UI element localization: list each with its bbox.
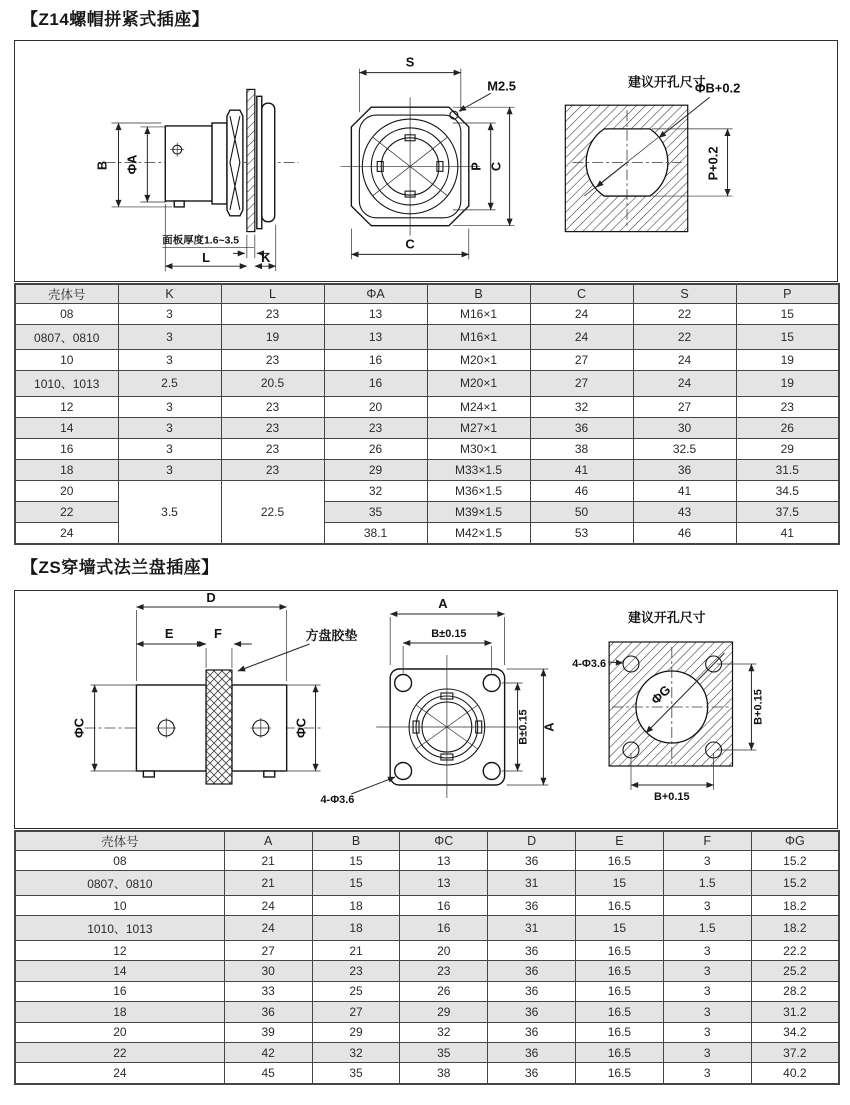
column-header: K bbox=[118, 284, 221, 304]
table-cell: M27×1 bbox=[427, 417, 530, 438]
table-cell: 1010、1013 bbox=[15, 916, 224, 941]
table-cell: 23 bbox=[736, 396, 839, 417]
table-cell: 10 bbox=[15, 895, 224, 915]
table-cell: 36 bbox=[488, 895, 576, 915]
column-header: ΦA bbox=[324, 284, 427, 304]
table-cell: 08 bbox=[15, 304, 118, 325]
thread-label: M2.5 bbox=[487, 78, 516, 94]
table-cell: 16.5 bbox=[576, 1022, 664, 1042]
table-cell: 18 bbox=[312, 916, 400, 941]
connector-body bbox=[165, 126, 212, 201]
table-cell: 36 bbox=[633, 459, 736, 480]
table-cell: M16×1 bbox=[427, 325, 530, 350]
table-cell: 30 bbox=[633, 417, 736, 438]
dim-label-p: P bbox=[468, 162, 484, 171]
table-cell: 26 bbox=[736, 417, 839, 438]
table-cell: 13 bbox=[400, 851, 488, 871]
gasket-hatch bbox=[206, 670, 232, 784]
table-cell: 32 bbox=[312, 1042, 400, 1062]
cutout-title: 建议开孔尺寸 bbox=[628, 609, 706, 626]
table-cell: 0807、0810 bbox=[15, 871, 224, 896]
column-header: ΦC bbox=[400, 831, 488, 851]
column-header: L bbox=[221, 284, 324, 304]
table-cell: 24 bbox=[224, 916, 312, 941]
table-cell: 38 bbox=[400, 1063, 488, 1084]
column-header: D bbox=[488, 831, 576, 851]
table-cell: 22 bbox=[633, 304, 736, 325]
table-cell: 15 bbox=[312, 871, 400, 896]
table-cell: 35 bbox=[324, 501, 427, 522]
dim-label-phi-c-left: ΦC bbox=[71, 717, 87, 739]
table-cell: 36 bbox=[224, 1002, 312, 1022]
table-cell: 31.2 bbox=[751, 1002, 839, 1022]
table-cell: 13 bbox=[324, 304, 427, 325]
table-cell: 37.2 bbox=[751, 1042, 839, 1062]
table-row bbox=[15, 438, 839, 459]
table-cell: 15.2 bbox=[751, 851, 839, 871]
z14-side-view bbox=[95, 89, 299, 271]
table-cell: 27 bbox=[633, 396, 736, 417]
dim-label-s: S bbox=[405, 54, 415, 70]
table-cell: 34.5 bbox=[736, 480, 839, 501]
table-cell: 0807、0810 bbox=[15, 325, 118, 350]
cutout-dia-label: ΦG bbox=[648, 682, 674, 708]
table-cell: 24 bbox=[633, 350, 736, 371]
table-cell: 08 bbox=[15, 851, 224, 871]
table-cell: 3 bbox=[663, 1042, 751, 1062]
table-cell: 23 bbox=[324, 417, 427, 438]
table-cell: 23 bbox=[400, 961, 488, 981]
z14-front-view bbox=[340, 55, 516, 260]
table-cell: 23 bbox=[221, 304, 324, 325]
table-row bbox=[15, 1042, 839, 1062]
table-row bbox=[15, 871, 839, 896]
table-cell: 41 bbox=[736, 522, 839, 544]
header-row bbox=[15, 284, 839, 304]
table-row bbox=[15, 940, 839, 960]
table-cell: 22 bbox=[633, 325, 736, 350]
dim-label-f: F bbox=[214, 625, 222, 642]
table-cell: 21 bbox=[312, 940, 400, 960]
table-cell: 26 bbox=[400, 981, 488, 1001]
table-cell: M36×1.5 bbox=[427, 480, 530, 501]
table-cell: 32 bbox=[530, 396, 633, 417]
table-cell: 33 bbox=[224, 981, 312, 1001]
table-cell: 36 bbox=[530, 417, 633, 438]
table-cell: 15 bbox=[576, 916, 664, 941]
table-cell: 30 bbox=[224, 961, 312, 981]
zs-dimension-table bbox=[14, 830, 840, 1085]
table-cell: 27 bbox=[530, 350, 633, 371]
table-cell: 36 bbox=[488, 1042, 576, 1062]
table-cell: 34.2 bbox=[751, 1022, 839, 1042]
table-cell: 41 bbox=[530, 459, 633, 480]
table-cell: 20 bbox=[324, 396, 427, 417]
column-header: F bbox=[663, 831, 751, 851]
table-cell: 24 bbox=[633, 371, 736, 396]
zs-drawing-panel bbox=[14, 590, 838, 829]
table-cell: 16.5 bbox=[576, 1042, 664, 1062]
table-cell: 29 bbox=[312, 1022, 400, 1042]
table-row bbox=[15, 1022, 839, 1042]
coupling-nut bbox=[227, 110, 243, 216]
cutout-p-label: P+0.2 bbox=[705, 146, 721, 181]
z14-drawing bbox=[15, 41, 837, 281]
table-cell: 27 bbox=[312, 1002, 400, 1022]
table-cell: 15 bbox=[312, 851, 400, 871]
column-header: E bbox=[576, 831, 664, 851]
table-cell: 29 bbox=[324, 459, 427, 480]
table-cell: 31 bbox=[488, 871, 576, 896]
table-cell: 3 bbox=[118, 325, 221, 350]
table-cell: 18 bbox=[15, 1002, 224, 1022]
table-cell: 14 bbox=[15, 961, 224, 981]
table-cell: 24 bbox=[530, 304, 633, 325]
table-cell: 23 bbox=[221, 438, 324, 459]
table-cell: 41 bbox=[633, 480, 736, 501]
table-cell: M42×1.5 bbox=[427, 522, 530, 544]
table-cell: 1.5 bbox=[663, 871, 751, 896]
table-row bbox=[15, 417, 839, 438]
table-cell: 24 bbox=[15, 1063, 224, 1084]
table-cell: 16.5 bbox=[576, 1002, 664, 1022]
table-cell: 18.2 bbox=[751, 895, 839, 915]
table-cell: 16.5 bbox=[576, 981, 664, 1001]
dim-label-b: B bbox=[94, 160, 110, 171]
table-cell: 3.5 bbox=[118, 480, 221, 544]
table-cell: 21 bbox=[224, 871, 312, 896]
table-cell: 16 bbox=[15, 981, 224, 1001]
table-row bbox=[15, 480, 839, 501]
table-cell: 22.2 bbox=[751, 940, 839, 960]
table-cell: M16×1 bbox=[427, 304, 530, 325]
table-cell: 25 bbox=[312, 981, 400, 1001]
cutout-b-bottom-label: B+0.15 bbox=[654, 790, 690, 804]
table-row bbox=[15, 304, 839, 325]
table-cell: 32.5 bbox=[633, 438, 736, 459]
table-cell: 36 bbox=[488, 851, 576, 871]
table-cell: 28.2 bbox=[751, 981, 839, 1001]
column-header: S bbox=[633, 284, 736, 304]
table-cell: 19 bbox=[736, 350, 839, 371]
table-cell: 23 bbox=[221, 396, 324, 417]
table-cell: 36 bbox=[488, 1002, 576, 1022]
table-cell: 13 bbox=[400, 871, 488, 896]
table-cell: 36 bbox=[488, 1022, 576, 1042]
table-cell: 45 bbox=[224, 1063, 312, 1084]
table-cell: 3 bbox=[663, 895, 751, 915]
table-row bbox=[15, 1063, 839, 1084]
panel-thickness-note: 面板厚度1.6~3.5 bbox=[162, 235, 240, 247]
table-row bbox=[15, 1002, 839, 1022]
table-cell: 29 bbox=[400, 1002, 488, 1022]
zs-cutout-view bbox=[572, 610, 764, 803]
table-cell: 20 bbox=[15, 1022, 224, 1042]
dim-label-phi-a: ΦA bbox=[124, 154, 140, 175]
header-row bbox=[15, 831, 839, 851]
table-cell: 18.2 bbox=[751, 916, 839, 941]
table-cell: 13 bbox=[324, 325, 427, 350]
table-row bbox=[15, 396, 839, 417]
table-cell: 16.5 bbox=[576, 895, 664, 915]
cutout-b-right-label: B+0.15 bbox=[752, 689, 765, 725]
table-cell: 31.5 bbox=[736, 459, 839, 480]
table-row bbox=[15, 961, 839, 981]
table-cell: 32 bbox=[400, 1022, 488, 1042]
cutout-title: 建议开孔尺寸 bbox=[628, 74, 706, 90]
table-cell: 16.5 bbox=[576, 1063, 664, 1084]
table-cell: 3 bbox=[118, 459, 221, 480]
table-cell: 37.5 bbox=[736, 501, 839, 522]
table-cell: 15 bbox=[736, 325, 839, 350]
table-cell: 36 bbox=[488, 940, 576, 960]
table-cell: 15 bbox=[576, 871, 664, 896]
table-cell: 50 bbox=[530, 501, 633, 522]
panel-wall-hatch bbox=[247, 89, 255, 231]
table-row bbox=[15, 895, 839, 915]
table-cell: 3 bbox=[663, 1022, 751, 1042]
table-cell: 1.5 bbox=[663, 916, 751, 941]
dim-label-phi-c-right: ΦC bbox=[293, 717, 309, 739]
table-cell: 3 bbox=[663, 961, 751, 981]
column-header: 壳体号 bbox=[15, 831, 224, 851]
table-cell: 18 bbox=[15, 459, 118, 480]
table-cell: 16 bbox=[324, 350, 427, 371]
table-cell: 3 bbox=[118, 350, 221, 371]
table-cell: 3 bbox=[663, 1002, 751, 1022]
table-cell: M33×1.5 bbox=[427, 459, 530, 480]
table-cell: 16.5 bbox=[576, 961, 664, 981]
table-cell: M20×1 bbox=[427, 350, 530, 371]
dim-label-k: K bbox=[261, 250, 271, 266]
dim-label-a-top: A bbox=[438, 595, 448, 612]
dim-label-d: D bbox=[206, 591, 216, 606]
table-cell: 3 bbox=[118, 417, 221, 438]
table-cell: 24 bbox=[15, 522, 118, 544]
table-cell: 31 bbox=[488, 916, 576, 941]
table-row bbox=[15, 851, 839, 871]
table-cell: 15 bbox=[736, 304, 839, 325]
table-cell: 40.2 bbox=[751, 1063, 839, 1084]
dim-label-l: L bbox=[202, 250, 211, 266]
column-header: B bbox=[312, 831, 400, 851]
table-cell: 35 bbox=[400, 1042, 488, 1062]
zs-drawing bbox=[15, 591, 837, 828]
table-cell: 20 bbox=[400, 940, 488, 960]
table-cell: 36 bbox=[488, 961, 576, 981]
table-cell: 24 bbox=[530, 325, 633, 350]
table-cell: 35 bbox=[312, 1063, 400, 1084]
table-cell: 27 bbox=[530, 371, 633, 396]
table-row bbox=[15, 325, 839, 350]
gasket-label: 方盘胶垫 bbox=[305, 627, 358, 644]
table-cell: 22 bbox=[15, 501, 118, 522]
table-cell: 12 bbox=[15, 940, 224, 960]
cutout-dia-label: ΦB+0.2 bbox=[694, 80, 741, 96]
dim-label-c-right: C bbox=[488, 161, 504, 172]
column-header: P bbox=[736, 284, 839, 304]
section1-title: 【Z14螺帽拼紧式插座】 bbox=[21, 10, 210, 29]
table-cell: 20 bbox=[15, 480, 118, 501]
table-cell: 10 bbox=[15, 350, 118, 371]
table-cell: 42 bbox=[224, 1042, 312, 1062]
holes-label: 4-Φ3.6 bbox=[320, 793, 355, 807]
table-cell: 16 bbox=[400, 895, 488, 915]
column-header: 壳体号 bbox=[15, 284, 118, 304]
table-cell: 25.2 bbox=[751, 961, 839, 981]
table-cell: 23 bbox=[221, 417, 324, 438]
table-cell: 1010、1013 bbox=[15, 371, 118, 396]
table-row bbox=[15, 916, 839, 941]
dim-label-a-right: A bbox=[541, 722, 557, 732]
table-cell: 38.1 bbox=[324, 522, 427, 544]
table-cell: M24×1 bbox=[427, 396, 530, 417]
table-row bbox=[15, 350, 839, 371]
table-cell: 53 bbox=[530, 522, 633, 544]
table-cell: M39×1.5 bbox=[427, 501, 530, 522]
front-flange bbox=[262, 103, 275, 222]
table-cell: 46 bbox=[633, 522, 736, 544]
table-row bbox=[15, 459, 839, 480]
dim-label-b-top: B±0.15 bbox=[431, 627, 467, 641]
table-cell: 21 bbox=[224, 851, 312, 871]
table-cell: 15.2 bbox=[751, 871, 839, 896]
column-header: C bbox=[530, 284, 633, 304]
table-cell: 12 bbox=[15, 396, 118, 417]
table-cell: 29 bbox=[736, 438, 839, 459]
dim-label-c-bottom: C bbox=[405, 236, 415, 252]
table-cell: 36 bbox=[488, 1063, 576, 1084]
table-cell: 2.5 bbox=[118, 371, 221, 396]
table-cell: 24 bbox=[224, 895, 312, 915]
table-cell: 3 bbox=[118, 304, 221, 325]
table-cell: 23 bbox=[221, 459, 324, 480]
table-cell: 3 bbox=[663, 851, 751, 871]
table-row bbox=[15, 981, 839, 1001]
table-cell: 3 bbox=[118, 396, 221, 417]
table-cell: 19 bbox=[221, 325, 324, 350]
column-header: B bbox=[427, 284, 530, 304]
table-cell: 16.5 bbox=[576, 940, 664, 960]
table-cell: 19 bbox=[736, 371, 839, 396]
table-cell: 23 bbox=[221, 350, 324, 371]
table-cell: 22 bbox=[15, 1042, 224, 1062]
table-cell: 46 bbox=[530, 480, 633, 501]
table-cell: 27 bbox=[224, 940, 312, 960]
zs-side-view bbox=[72, 591, 358, 784]
table-cell: 14 bbox=[15, 417, 118, 438]
column-header: ΦG bbox=[751, 831, 839, 851]
table-cell: 3 bbox=[663, 1063, 751, 1084]
table-cell: M30×1 bbox=[427, 438, 530, 459]
table-cell: 16 bbox=[15, 438, 118, 459]
cutout-holes-label: 4-Φ3.6 bbox=[572, 657, 607, 671]
table-cell: 36 bbox=[488, 981, 576, 1001]
table-cell: 3 bbox=[663, 940, 751, 960]
table-cell: 18 bbox=[312, 895, 400, 915]
table-cell: 16.5 bbox=[576, 851, 664, 871]
z14-dimension-table bbox=[14, 283, 840, 545]
table-cell: 23 bbox=[312, 961, 400, 981]
table-cell: 3 bbox=[118, 438, 221, 459]
table-cell: 26 bbox=[324, 438, 427, 459]
table-row bbox=[15, 371, 839, 396]
table-cell: 43 bbox=[633, 501, 736, 522]
table-cell: 3 bbox=[663, 981, 751, 1001]
section2-title: 【ZS穿墙式法兰盘插座】 bbox=[21, 558, 219, 577]
z14-cutout-view bbox=[565, 74, 740, 231]
table-cell: 16 bbox=[324, 371, 427, 396]
table-cell: 16 bbox=[400, 916, 488, 941]
table-cell: M20×1 bbox=[427, 371, 530, 396]
table-cell: 20.5 bbox=[221, 371, 324, 396]
dim-label-e: E bbox=[164, 625, 174, 642]
table-cell: 38 bbox=[530, 438, 633, 459]
table-cell: 32 bbox=[324, 480, 427, 501]
column-header: A bbox=[224, 831, 312, 851]
dim-label-b-right: B±0.15 bbox=[517, 709, 530, 745]
z14-drawing-panel bbox=[14, 40, 838, 282]
table-cell: 22.5 bbox=[221, 480, 324, 544]
table-cell: 39 bbox=[224, 1022, 312, 1042]
